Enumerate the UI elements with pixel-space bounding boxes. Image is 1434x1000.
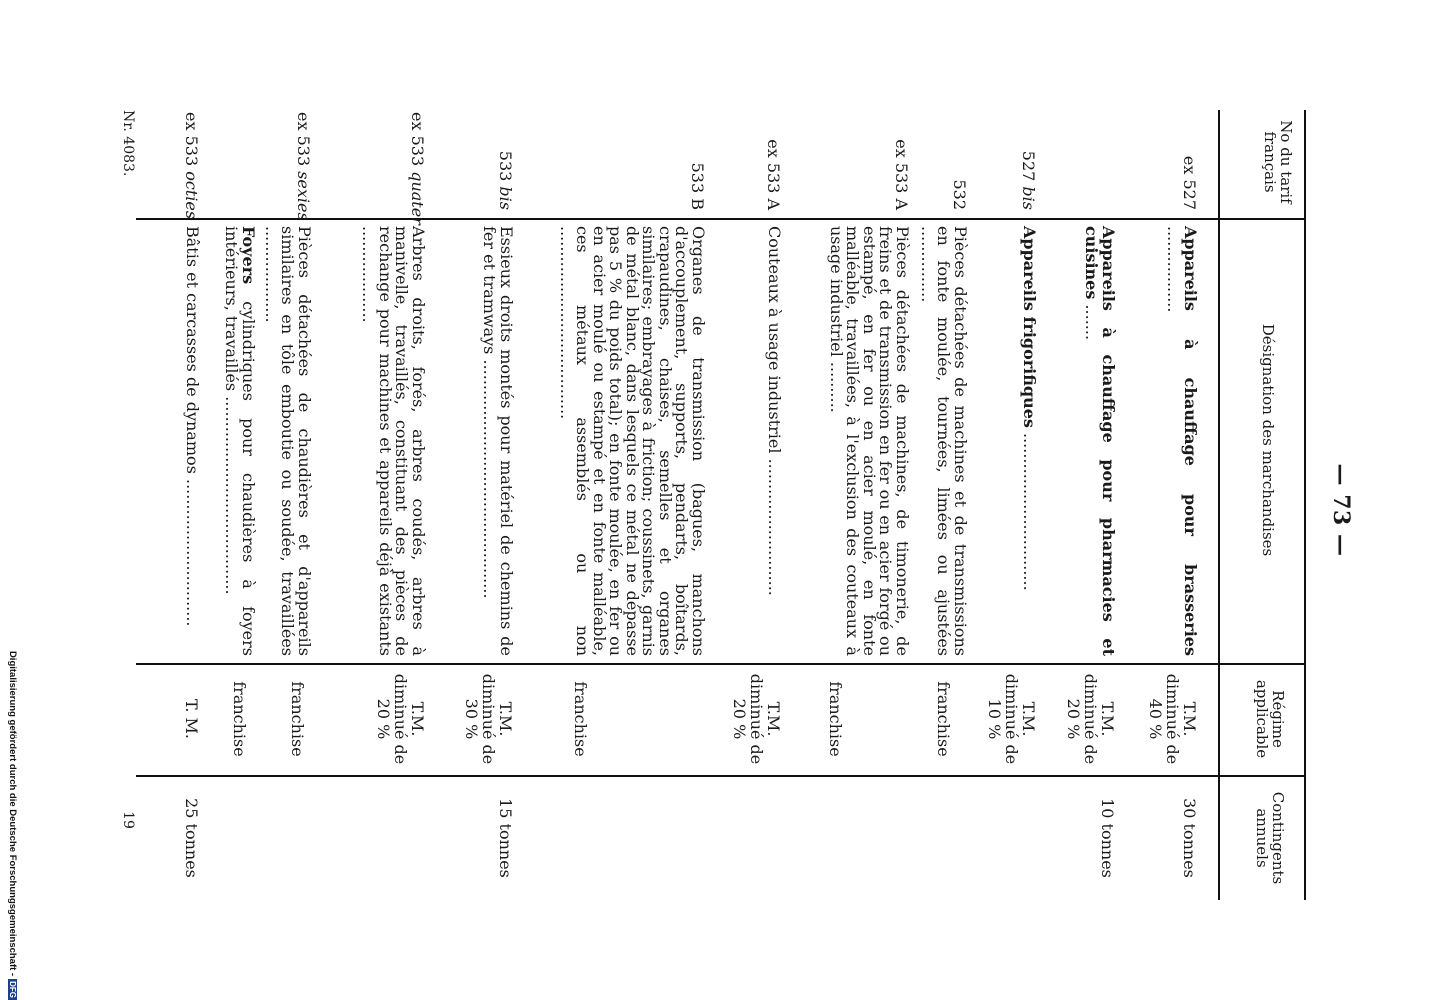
page-number: — 73 — — [1328, 463, 1354, 557]
row-regime: T.M. diminué de 10 % — [985, 673, 1038, 765]
dfg-logo: DFG — [8, 981, 18, 998]
table-top-rule — [1304, 110, 1306, 900]
row-regime: T.M. diminué de 20 % — [1064, 673, 1117, 765]
row-description: Appareils à chauffage pour brasseries ................. — [1164, 226, 1200, 656]
tariff-number: ex 533 octies — [182, 112, 201, 220]
row-regime: T.M. diminué de 20 % — [730, 673, 783, 765]
row-regime: franchise — [826, 681, 845, 757]
row-description: Essieux droits montés pour matériel de chemins de fer et tramways ............................................... — [480, 226, 516, 656]
row-regime: T.M. diminué de 20 % — [374, 673, 427, 765]
header-regime: Régime applicable — [1253, 679, 1287, 759]
row-contingent: 10 tonnes — [1098, 798, 1117, 878]
header-contingent: Contingents annuels — [1253, 791, 1287, 885]
row-description: Pièces détachées de chaudières et d'appareils similaires en tôle emboutie ou soudée, travaillées ................... — [262, 226, 314, 656]
column-rule-2 — [136, 663, 1304, 665]
row-description: Couteaux à usage industriel ........................... — [765, 226, 784, 596]
digitization-note: Digitalisierung gefördert durch die Deutsche Forschungsgemeinschaft -DFG — [7, 650, 18, 998]
header-tariff: No du tarif français — [1261, 120, 1295, 204]
row-description: Foyers cylindriques pour chaudières à foyers intérieurs, travaillés ....................................... — [222, 226, 258, 656]
row-contingent: 15 tonnes — [496, 798, 515, 878]
row-description: Organes de transmission (bagues, manchons d'accouplement, supports, pendarts, boîtards, crapaudines, chaises, semelles et organes similaires; embrayages à friction; coussinets, garnis de métal blanc, dans lesquels ce métal ne dépasse pas 5 % du poids total); en fonte moulée, en fer ou en acier moulé ou estampé et en fonte malléable, ces métaux assemblés ou non ...................................... — [557, 226, 708, 656]
tariff-number: 532 — [950, 179, 969, 210]
tariff-number: ex 533 A — [892, 139, 911, 210]
row-regime: franchise — [288, 681, 307, 757]
tariff-number: ex 533 sexies — [294, 112, 313, 221]
tariff-number: ex 533 quater — [408, 112, 427, 225]
row-description: Arbres droits, forés, arbres coudés, arbres à manivelle, travaillés, constituant des pièces de rechange pour machines et appareils déjà existants ................... — [359, 226, 428, 656]
footer-sheet: 19 — [120, 811, 136, 829]
header-bottom-rule — [1218, 110, 1220, 900]
header-designation: Désignation des marchandises — [1259, 323, 1277, 557]
row-contingent: 30 tonnes — [1180, 798, 1199, 878]
row-regime: T.M. diminué de 40 % — [1146, 673, 1199, 765]
row-description: Pièces détachées de machines, de timonerie, de freins et de transmission en fer ou en acier forgé ou estampé, en fer ou en acier moulé, en fonte malléable, travaillées, à l'exclusion des couteaux à usage industriel .......... — [827, 226, 912, 656]
column-rule-3 — [136, 775, 1304, 777]
row-regime: T. M. — [182, 699, 201, 739]
tariff-number: 527 bis — [1019, 150, 1038, 210]
row-description: Appareils frigorifiques ............................... — [1020, 226, 1039, 591]
footer-number: Nr. 4083. — [120, 110, 136, 177]
row-regime: franchise — [571, 681, 590, 757]
row-contingent: 25 tonnes — [182, 798, 201, 878]
row-regime: franchise — [230, 681, 249, 757]
tariff-number: 533 bis — [496, 150, 515, 210]
tariff-number: ex 533 A — [764, 139, 783, 210]
row-description: Bâtis et carcasses de dynamos ............................. — [183, 226, 202, 627]
row-regime: franchise — [934, 681, 953, 757]
tariff-number: ex 527 — [1180, 155, 1199, 210]
row-description: Appareils à chauffage pour pharmacies et cuisines ....... — [1082, 226, 1118, 656]
row-description: Pièces détachées de machines et de transmissions en fonte moulée, tournées, limées ou ajustées ............... — [918, 226, 970, 656]
row-regime: T.M. diminué de 30 % — [462, 673, 515, 765]
tariff-number: 533 B — [688, 162, 707, 210]
